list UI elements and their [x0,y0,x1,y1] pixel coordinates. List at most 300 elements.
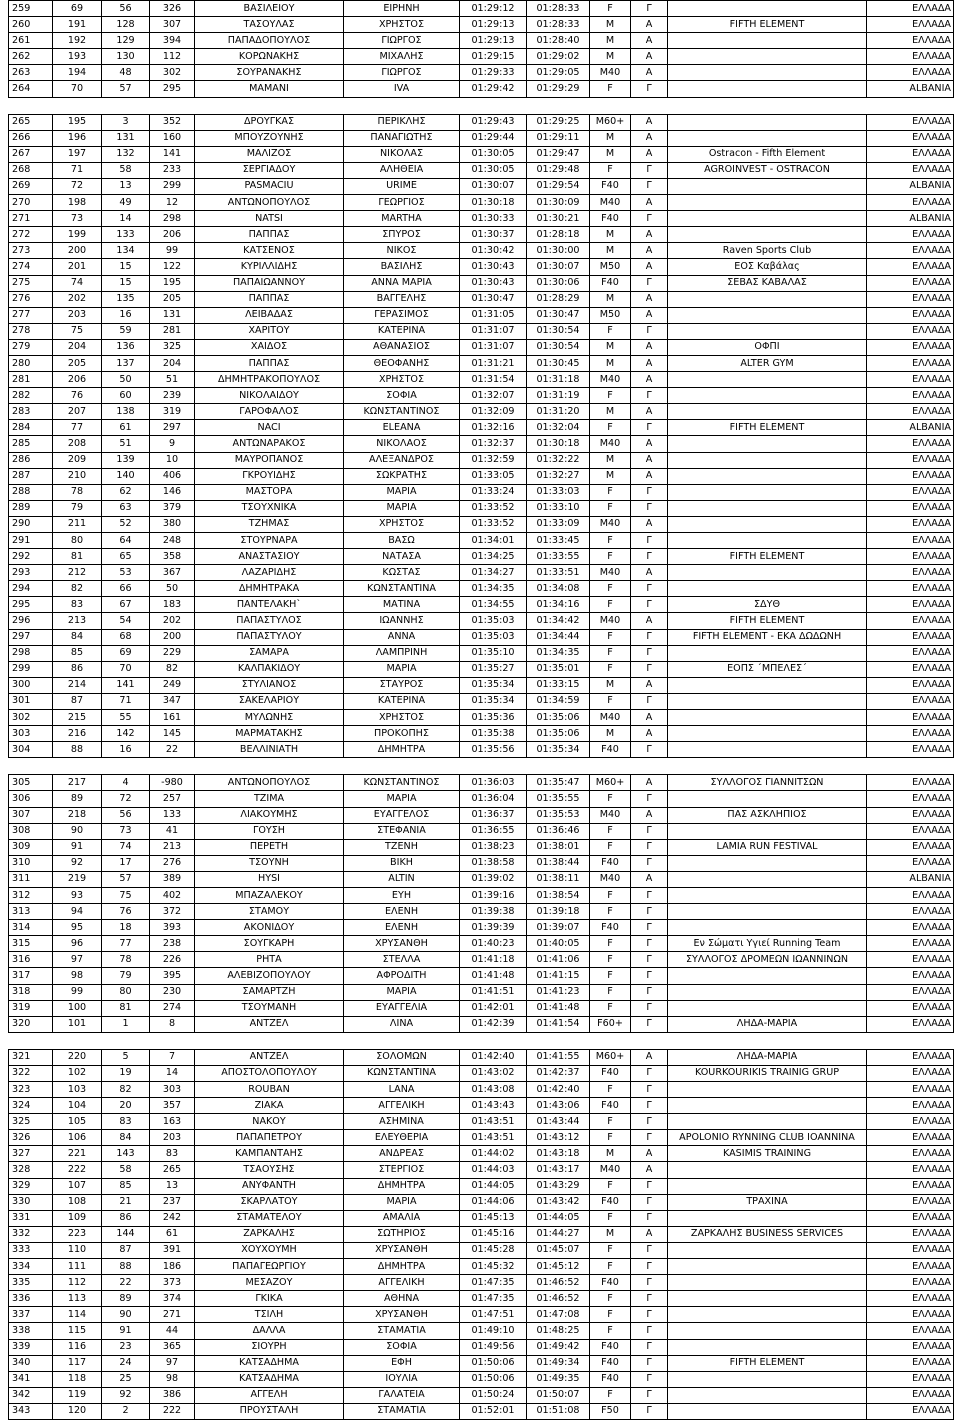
first-name-cell: ΑΦΡΟΔΙΤΗ [344,968,460,984]
overall-rank-cell: 268 [9,162,53,178]
first-name-cell: ΘΕΟΦΑΝΗΣ [344,355,460,371]
category-rank-cell: 53 [102,565,150,581]
first-name-cell: ΜΑΡΙΑ [344,500,460,516]
first-name-cell: ΕΙΡΗΝΗ [344,1,460,17]
bib-number-cell: 393 [150,920,195,936]
country-cell: ΕΛΛΑΔΑ [867,49,954,65]
gun-time-cell: 01:49:10 [460,1323,527,1339]
gun-time-cell: 01:35:34 [460,677,527,693]
chip-time-cell: 01:33:51 [527,565,590,581]
club-cell [668,581,867,597]
sex-cell: Α [631,436,668,452]
surname-cell: ΧΟΥΧΟΥΜΗ [195,1242,344,1258]
first-name-cell: ΚΩΝΣΤΑΝΤΙΝΑ [344,581,460,597]
chip-time-cell: 01:40:05 [527,936,590,952]
surname-cell: ΧΑΙΔΟΣ [195,339,344,355]
bib-number-cell: 163 [150,1114,195,1130]
category-rank-cell: 77 [102,936,150,952]
sex-cell: Γ [631,1114,668,1130]
category-rank-cell: 136 [102,339,150,355]
bib-number-cell: 271 [150,1307,195,1323]
category-cell: F [590,323,631,339]
gender-rank-cell: 101 [53,1016,102,1032]
sex-cell: Γ [631,1323,668,1339]
gender-rank-cell: 102 [53,1065,102,1081]
results-block [8,114,954,759]
club-cell [668,791,867,807]
category-cell: F [590,1242,631,1258]
chip-time-cell: 01:33:03 [527,484,590,500]
gun-time-cell: 01:41:18 [460,952,527,968]
overall-rank-cell: 278 [9,323,53,339]
table-row [9,130,954,146]
surname-cell: ΤΣΟΥΝΗ [195,855,344,871]
country-cell: ΕΛΛΑΔΑ [867,404,954,420]
chip-time-cell: 01:43:12 [527,1130,590,1146]
overall-rank-cell: 305 [9,775,53,791]
sex-cell: Γ [631,1,668,17]
bib-number-cell: 131 [150,307,195,323]
country-cell: ΕΛΛΑΔΑ [867,581,954,597]
gun-time-cell: 01:40:23 [460,936,527,952]
category-cell: F [590,1323,631,1339]
table-row [9,1194,954,1210]
gun-time-cell: 01:36:55 [460,823,527,839]
chip-time-cell: 01:36:46 [527,823,590,839]
bib-number-cell: 358 [150,549,195,565]
club-cell: ΖΑΡΚΑΛΗΣ BUSINESS SERVICES [668,1226,867,1242]
category-rank-cell: 80 [102,984,150,1000]
table-row [9,500,954,516]
chip-time-cell: 01:29:47 [527,146,590,162]
club-cell [668,984,867,1000]
overall-rank-cell: 273 [9,243,53,259]
bib-number-cell: 133 [150,807,195,823]
category-rank-cell: 87 [102,1242,150,1258]
gun-time-cell: 01:39:16 [460,887,527,903]
sex-cell: Α [631,195,668,211]
chip-time-cell: 01:43:06 [527,1098,590,1114]
chip-time-cell: 01:29:02 [527,49,590,65]
first-name-cell: ΒΑΣΙΛΗΣ [344,259,460,275]
overall-rank-cell: 334 [9,1259,53,1275]
overall-rank-cell: 317 [9,968,53,984]
overall-rank-cell: 280 [9,355,53,371]
overall-rank-cell: 266 [9,130,53,146]
chip-time-cell: 01:34:42 [527,613,590,629]
table-row [9,1065,954,1081]
sex-cell: Γ [631,839,668,855]
sex-cell: Γ [631,1291,668,1307]
sex-cell: Α [631,307,668,323]
gun-time-cell: 01:35:36 [460,710,527,726]
category-rank-cell: 25 [102,1371,150,1387]
country-cell: ALBANIA [867,81,954,97]
table-row [9,355,954,371]
overall-rank-cell: 260 [9,17,53,33]
club-cell: ΕΟΣ Καβάλας [668,259,867,275]
gun-time-cell: 01:30:37 [460,227,527,243]
club-cell [668,677,867,693]
bib-number-cell: 365 [150,1339,195,1355]
sex-cell: Α [631,227,668,243]
table-row [9,1307,954,1323]
chip-time-cell: 01:41:48 [527,1000,590,1016]
gun-time-cell: 01:36:37 [460,807,527,823]
sex-cell: Γ [631,1403,668,1419]
club-cell [668,130,867,146]
results-block [8,774,954,1033]
first-name-cell: ΚΩΣΤΑΣ [344,565,460,581]
overall-rank-cell: 323 [9,1082,53,1098]
country-cell: ΕΛΛΑΔΑ [867,533,954,549]
category-rank-cell: 141 [102,677,150,693]
overall-rank-cell: 271 [9,211,53,227]
gender-rank-cell: 119 [53,1387,102,1403]
gender-rank-cell: 80 [53,533,102,549]
bib-number-cell: 379 [150,500,195,516]
gun-time-cell: 01:42:01 [460,1000,527,1016]
overall-rank-cell: 326 [9,1130,53,1146]
gun-time-cell: 01:31:21 [460,355,527,371]
first-name-cell: ΜΑΡΙΑ [344,984,460,1000]
chip-time-cell: 01:34:08 [527,581,590,597]
bib-number-cell: 257 [150,791,195,807]
table-row [9,742,954,758]
sex-cell: Γ [631,1082,668,1098]
club-cell: LAMIA RUN FESTIVAL [668,839,867,855]
gun-time-cell: 01:30:43 [460,259,527,275]
gender-rank-cell: 94 [53,904,102,920]
first-name-cell: ΝΙΚΟΛΑΟΣ [344,436,460,452]
overall-rank-cell: 341 [9,1371,53,1387]
first-name-cell: ΣΟΦΙΑ [344,388,460,404]
bib-number-cell: 203 [150,1130,195,1146]
table-row [9,1,954,17]
overall-rank-cell: 321 [9,1049,53,1065]
bib-number-cell: 229 [150,645,195,661]
category-rank-cell: 13 [102,178,150,194]
gun-time-cell: 01:36:03 [460,775,527,791]
chip-time-cell: 01:30:54 [527,339,590,355]
surname-cell: ΠΑΠΑΣΤΥΛΟΥ [195,629,344,645]
sex-cell: Α [631,33,668,49]
category-rank-cell: 129 [102,33,150,49]
bib-number-cell: 248 [150,533,195,549]
first-name-cell: ΣΩΚΡΑΤΗΣ [344,468,460,484]
overall-rank-cell: 310 [9,855,53,871]
first-name-cell: ΣΩΤΗΡΙΟΣ [344,1226,460,1242]
first-name-cell: ΛΙΝΑ [344,1016,460,1032]
country-cell: ΕΛΛΑΔΑ [867,775,954,791]
table-row [9,726,954,742]
results-block [8,0,954,98]
bib-number-cell: 112 [150,49,195,65]
first-name-cell: LANA [344,1082,460,1098]
surname-cell: ΠΑΠΑΣΤΥΛΟΣ [195,613,344,629]
category-cell: F [590,500,631,516]
category-cell: M [590,355,631,371]
bib-number-cell: 325 [150,339,195,355]
gender-rank-cell: 75 [53,323,102,339]
country-cell: ΕΛΛΑΔΑ [867,710,954,726]
sex-cell: Α [631,1162,668,1178]
country-cell: ΕΛΛΑΔΑ [867,661,954,677]
sex-cell: Γ [631,645,668,661]
chip-time-cell: 01:34:16 [527,597,590,613]
country-cell: ΕΛΛΑΔΑ [867,1242,954,1258]
gender-rank-cell: 90 [53,823,102,839]
overall-rank-cell: 329 [9,1178,53,1194]
first-name-cell: ΑΓΓΕΛΙΚΗ [344,1275,460,1291]
country-cell: ΕΛΛΑΔΑ [867,549,954,565]
gun-time-cell: 01:31:54 [460,372,527,388]
country-cell: ΕΛΛΑΔΑ [867,452,954,468]
chip-time-cell: 01:44:27 [527,1226,590,1242]
category-cell: F [590,1082,631,1098]
club-cell: ΣΔΥΘ [668,597,867,613]
sex-cell: Γ [631,81,668,97]
bib-number-cell: 307 [150,17,195,33]
category-rank-cell: 70 [102,661,150,677]
gender-rank-cell: 110 [53,1242,102,1258]
category-rank-cell: 92 [102,1387,150,1403]
table-row [9,1259,954,1275]
first-name-cell: ΑΛΗΘΕΙΑ [344,162,460,178]
category-rank-cell: 138 [102,404,150,420]
first-name-cell: ΣΤΕΡΓΙΟΣ [344,1162,460,1178]
category-cell: F [590,823,631,839]
bib-number-cell: 161 [150,710,195,726]
gender-rank-cell: 206 [53,372,102,388]
table-row [9,1210,954,1226]
surname-cell: ΣΟΥΓΚΑΡΗ [195,936,344,952]
category-rank-cell: 90 [102,1307,150,1323]
overall-rank-cell: 289 [9,500,53,516]
category-rank-cell: 128 [102,17,150,33]
category-cell: F [590,904,631,920]
country-cell: ΕΛΛΑΔΑ [867,162,954,178]
gun-time-cell: 01:29:13 [460,17,527,33]
category-rank-cell: 58 [102,1162,150,1178]
club-cell [668,565,867,581]
gender-rank-cell: 223 [53,1226,102,1242]
table-row [9,871,954,887]
first-name-cell: ΣΤΑΜΑΤΙΑ [344,1403,460,1419]
gun-time-cell: 01:43:51 [460,1130,527,1146]
category-cell: F [590,81,631,97]
gender-rank-cell: 72 [53,178,102,194]
chip-time-cell: 01:46:52 [527,1291,590,1307]
category-rank-cell: 23 [102,1339,150,1355]
club-cell [668,484,867,500]
first-name-cell: ΜΑΡΙΑ [344,484,460,500]
gun-time-cell: 01:29:15 [460,49,527,65]
club-cell: FIFTH ELEMENT [668,549,867,565]
first-name-cell: ΓΙΩΡΓΟΣ [344,65,460,81]
club-cell: ΛΗΔΑ-ΜΑΡΙΑ [668,1049,867,1065]
table-row [9,597,954,613]
chip-time-cell: 01:30:47 [527,307,590,323]
table-row [9,791,954,807]
category-cell: F40 [590,211,631,227]
table-row [9,645,954,661]
sex-cell: Γ [631,693,668,709]
sex-cell: Α [631,146,668,162]
chip-time-cell: 01:44:05 [527,1210,590,1226]
gun-time-cell: 01:38:58 [460,855,527,871]
country-cell: ΕΛΛΑΔΑ [867,1291,954,1307]
surname-cell: ΠΑΠΑΔΟΠΟΥΛΟΣ [195,33,344,49]
club-cell: Ostracon - Fifth Element [668,146,867,162]
club-cell [668,1210,867,1226]
category-cell: F40 [590,1355,631,1371]
sex-cell: Γ [631,323,668,339]
first-name-cell: ΚΩΝΣΤΑΝΤΙΝΑ [344,1065,460,1081]
club-cell: FIFTH ELEMENT - ΕΚΑ ΔΩΔΩΝΗ [668,629,867,645]
first-name-cell: ΑΝΝΑ ΜΑΡΙΑ [344,275,460,291]
sex-cell: Γ [631,952,668,968]
gender-rank-cell: 201 [53,259,102,275]
category-cell: M40 [590,710,631,726]
category-rank-cell: 81 [102,1000,150,1016]
surname-cell: ΒΕΛΛΙΝΙΑΤΗ [195,742,344,758]
gun-time-cell: 01:35:38 [460,726,527,742]
gender-rank-cell: 82 [53,581,102,597]
club-cell [668,710,867,726]
gender-rank-cell: 203 [53,307,102,323]
overall-rank-cell: 319 [9,1000,53,1016]
table-row [9,211,954,227]
first-name-cell: ΔΗΜΗΤΡΑ [344,742,460,758]
sex-cell: Γ [631,1259,668,1275]
surname-cell: ΑΚΟΝΙΔΟΥ [195,920,344,936]
bib-number-cell: 141 [150,146,195,162]
category-cell: M [590,452,631,468]
surname-cell: ΚΑΜΠΑΝΤΑΗΣ [195,1146,344,1162]
overall-rank-cell: 287 [9,468,53,484]
sex-cell: Α [631,871,668,887]
chip-time-cell: 01:34:35 [527,645,590,661]
overall-rank-cell: 338 [9,1323,53,1339]
gender-rank-cell: 71 [53,162,102,178]
category-cell: F [590,645,631,661]
gun-time-cell: 01:42:40 [460,1049,527,1065]
bib-number-cell: 183 [150,597,195,613]
sex-cell: Α [631,291,668,307]
bib-number-cell: 265 [150,1162,195,1178]
category-cell: M40 [590,565,631,581]
gun-time-cell: 01:36:04 [460,791,527,807]
first-name-cell: ΧΡΥΣΑΝΘΗ [344,936,460,952]
bib-number-cell: 298 [150,211,195,227]
club-cell [668,1,867,17]
category-cell: M [590,49,631,65]
category-rank-cell: 130 [102,49,150,65]
table-row [9,968,954,984]
category-cell: M60+ [590,114,631,130]
table-row [9,452,954,468]
chip-time-cell: 01:30:54 [527,323,590,339]
club-cell [668,904,867,920]
country-cell: ΕΛΛΑΔΑ [867,1339,954,1355]
country-cell: ΕΛΛΑΔΑ [867,952,954,968]
club-cell [668,855,867,871]
surname-cell: ΜΥΛΩΝΗΣ [195,710,344,726]
chip-time-cell: 01:43:18 [527,1146,590,1162]
club-cell [668,920,867,936]
table-row [9,323,954,339]
category-cell: F [590,162,631,178]
category-cell: F [590,549,631,565]
gun-time-cell: 01:44:03 [460,1162,527,1178]
overall-rank-cell: 281 [9,372,53,388]
club-cell [668,81,867,97]
chip-time-cell: 01:31:19 [527,388,590,404]
gender-rank-cell: 117 [53,1355,102,1371]
chip-time-cell: 01:28:33 [527,17,590,33]
gun-time-cell: 01:35:27 [460,661,527,677]
overall-rank-cell: 295 [9,597,53,613]
club-cell [668,742,867,758]
category-cell: M [590,1226,631,1242]
club-cell: APOLONIO RYNNING CLUB IOANNINA [668,1130,867,1146]
gun-time-cell: 01:32:59 [460,452,527,468]
gender-rank-cell: 109 [53,1210,102,1226]
club-cell [668,500,867,516]
first-name-cell: ΠΕΡΙΚΛΗΣ [344,114,460,130]
country-cell: ALBANIA [867,420,954,436]
club-cell: ΤΡΑΧΙΝΑ [668,1194,867,1210]
surname-cell: ΖΙΑΚΑ [195,1098,344,1114]
sex-cell: Α [631,243,668,259]
overall-rank-cell: 309 [9,839,53,855]
chip-time-cell: 01:43:44 [527,1114,590,1130]
overall-rank-cell: 306 [9,791,53,807]
overall-rank-cell: 301 [9,693,53,709]
gun-time-cell: 01:30:47 [460,291,527,307]
country-cell: ΕΛΛΑΔΑ [867,1016,954,1032]
overall-rank-cell: 325 [9,1114,53,1130]
category-cell: F40 [590,742,631,758]
surname-cell: ROUBAN [195,1082,344,1098]
chip-time-cell: 01:33:09 [527,516,590,532]
country-cell: ΕΛΛΑΔΑ [867,936,954,952]
bib-number-cell: 195 [150,275,195,291]
category-rank-cell: 71 [102,693,150,709]
surname-cell: ΑΠΟΣΤΟΛΟΠΟΥΛΟΥ [195,1065,344,1081]
country-cell: ΕΛΛΑΔΑ [867,355,954,371]
gender-rank-cell: 73 [53,211,102,227]
overall-rank-cell: 272 [9,227,53,243]
overall-rank-cell: 332 [9,1226,53,1242]
surname-cell: ΣΤΑΜΑΤΕΛΟΥ [195,1210,344,1226]
country-cell: ΕΛΛΑΔΑ [867,114,954,130]
table-row [9,81,954,97]
surname-cell: ΜΑΜΑΝΙ [195,81,344,97]
first-name-cell: ΒΑΓΓΕΛΗΣ [344,291,460,307]
gender-rank-cell: 191 [53,17,102,33]
table-row [9,1146,954,1162]
table-row [9,1016,954,1032]
first-name-cell: ΓΕΩΡΓΙΟΣ [344,195,460,211]
sex-cell: Γ [631,629,668,645]
club-cell: ΟΦΠΙ [668,339,867,355]
overall-rank-cell: 298 [9,645,53,661]
gun-time-cell: 01:29:12 [460,1,527,17]
category-cell: F40 [590,178,631,194]
category-cell: F [590,1130,631,1146]
